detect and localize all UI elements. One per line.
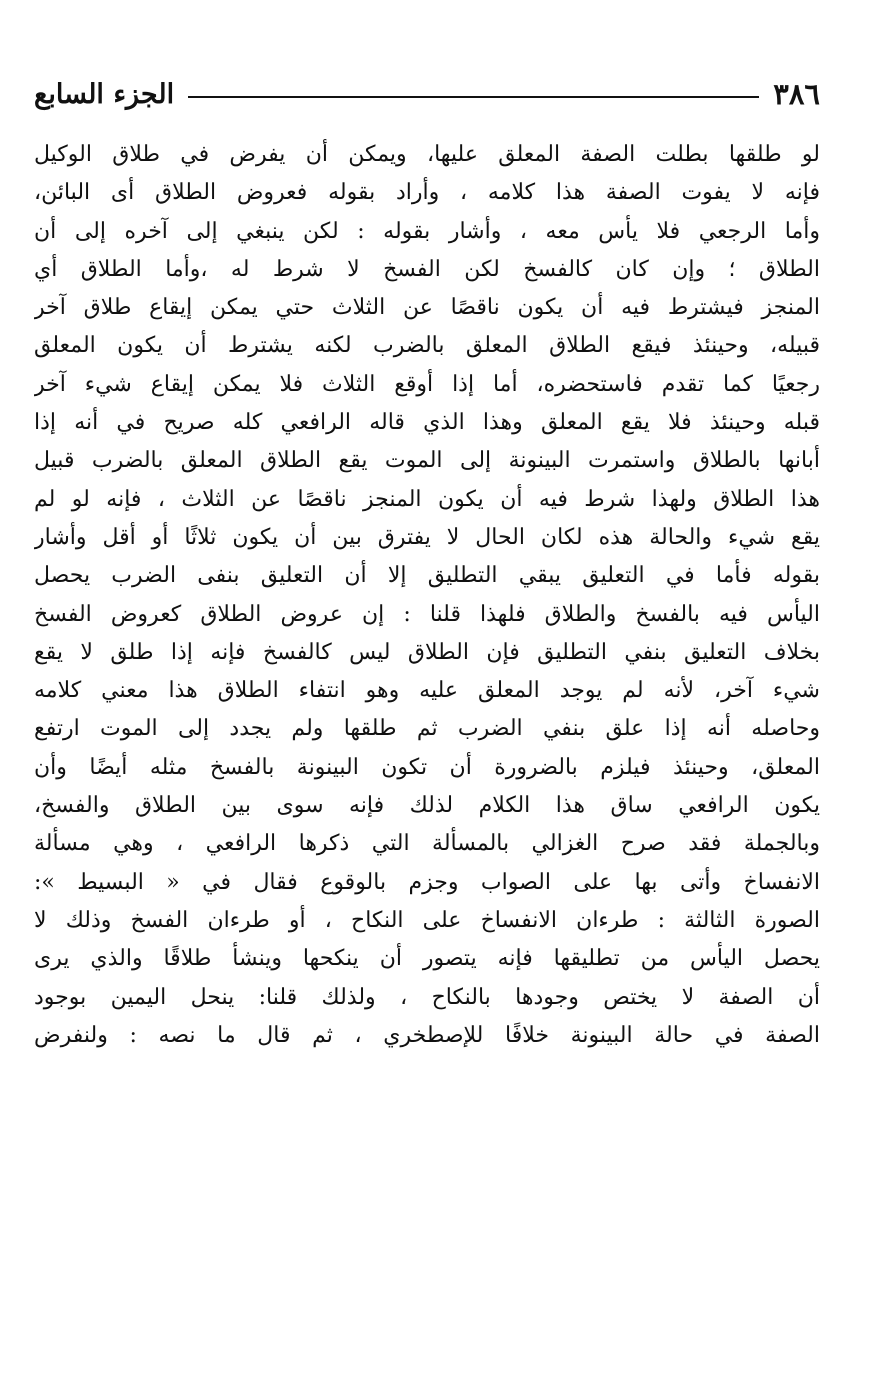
text-line: وأما الرجعي فلا يأس معه ، وأشار بقوله : لكن ينبغي إلى آخره إلى أن: [34, 218, 820, 244]
text-line: الصفة في حالة البينونة خلافًا للإصطخري ، ثم قال ما نصه : ولنفرض: [34, 1022, 820, 1048]
text-line: المعلق، وحينئذ فيلزم بالضرورة أن تكون البينونة بالفسخ مثله أيضًا وأن: [34, 754, 820, 780]
text-line: بخلاف التعليق بنفي التطليق فإن الطلاق ليس كالفسخ فإنه إذا طلق لا يقع: [34, 639, 820, 665]
body-text: [34, 136, 820, 1055]
text-line: أن الصفة لا يختص وجودها بالنكاح ، ولذلك قلنا: ينحل اليمين بوجود: [34, 984, 820, 1010]
page-number: ٣٨٦: [773, 76, 820, 111]
text-line: رجعيًا كما تقدم فاستحضره، أما إذا أوقع الثلاث فلا يمكن إيقاع شيء آخر: [34, 371, 820, 397]
text-line: المنجز فيشترط فيه أن يكون ناقصًا عن الثلاث حتي يمكن إيقاع طلاق آخر: [34, 295, 820, 321]
text-line: وحاصله أنه إذا علق بنفي الضرب ثم طلقها ولم يجدد إلى الموت ارتفع: [34, 716, 820, 742]
running-title: الجزء السابع: [34, 78, 175, 110]
text-line: لو طلقها بطلت الصفة المعلق عليها، ويمكن أن يفرض في طلاق الوكيل: [34, 142, 820, 167]
page-header: [34, 72, 820, 116]
text-line: بقوله فأما في التعليق يبقي التطليق إلا أن التعليق بنفى الضرب يحصل: [34, 563, 820, 589]
text-line: اليأس فيه بالفسخ والطلاق فلهذا قلنا : إن عروض الطلاق كعروض الفسخ: [34, 601, 820, 627]
header-divider: [188, 96, 759, 98]
text-line: الطلاق ؛ وإن كان كالفسخ لكن الفسخ لا شرط له ،وأما الطلاق أي: [34, 256, 820, 282]
text-line: يحصل اليأس من تطليقها فإنه يتصور أن ينكحها وينشأ طلاقًا والذي يرى: [34, 946, 820, 972]
text-line: قبله وحينئذ فلا يقع المعلق وهذا الذي قاله الرافعي كله صريح في أنه إذا: [34, 410, 820, 436]
text-line: يكون الرافعي ساق هذا الكلام لذلك فإنه سوى بين الطلاق والفسخ،: [34, 793, 820, 819]
text-line: فإنه لا يفوت الصفة هذا كلامه ، وأراد بقوله فعروض الطلاق أى البائن،: [34, 180, 820, 206]
text-line: شيء آخر، لأنه لم يوجد المعلق عليه وهو انتفاء الطلاق هذا معني كلامه: [34, 678, 820, 704]
text-line: قبيله، وحينئذ فيقع الطلاق المعلق بالضرب لكنه يشترط أن يكون المعلق: [34, 333, 820, 359]
text-line: يقع شيء والحالة هذه لكان الحال لا يفترق بين أن يكون ثلاثًا أو أقل وأشار: [34, 524, 820, 550]
text-line: الانفساخ وأتى بها على الصواب وجزم بالوقوع فقال في « البسيط »:: [34, 869, 820, 895]
text-line: هذا الطلاق ولهذا شرط فيه أن يكون المنجز ناقصًا عن الثلاث ، فإنه لو لم: [34, 486, 820, 512]
text-line: الصورة الثالثة : طرءان الانفساخ على النكاح ، أو طرءان الفسخ وذلك لا: [34, 907, 820, 933]
text-line: أبانها بالطلاق واستمرت البينونة إلى الموت يقع الطلاق المعلق بالضرب قبيل: [34, 448, 820, 474]
text-line: وبالجملة فقد صرح الغزالي بالمسألة التي ذكرها الرافعي ، وهي مسألة: [34, 831, 820, 857]
